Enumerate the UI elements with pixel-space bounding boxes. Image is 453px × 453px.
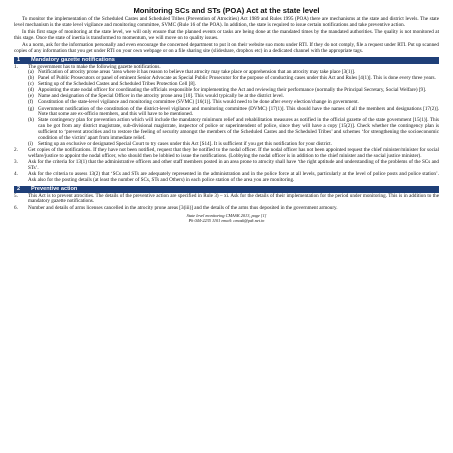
- sub-text: Appointing the state nodal officer for coordinating the officials responsible for implementing the Act and reviewing their performance (normally the Principal Secretary, Social Welfare) [9].: [38, 87, 427, 94]
- item-number: 5.: [14, 192, 18, 199]
- item-text: Get copies of the notifications. If they have not been notified, request that they be notified to the nodal officer. If the nodal officer has not been appointed request the chief minister/minister for social welfare/justice to appoint the nodal officer, who should then be lobbied to issue the notifications. (Lobbying the nodal officer is in addition to the chief minister and the social justice minister).: [28, 147, 439, 159]
- item-number: 1.: [14, 63, 18, 70]
- item-text: This Act is to prevent atrocities. The details of the preventive action are specified in Rule 3) – xi. Ask for the details of their implementation for the period under monitoring. This is in addition to the mandatory gazette notifications.: [28, 192, 439, 205]
- sub-label: (d): [28, 87, 34, 94]
- page-title: Monitoring SCs and STs (POA) Act at the state level: [133, 6, 320, 15]
- section-header: [14, 186, 439, 193]
- sub-label: (g): [28, 105, 34, 112]
- sub-label: (c): [28, 81, 34, 88]
- list-item: [14, 65, 439, 148]
- intro-paragraph: In this first stage of monitoring at the state level, we will only ensure that the planned events or tasks are being done at the mandated times by the mandated authorities. The quality is not monitored at this stage. Once the state of inertia is transformed to momentum, we will move on to quality issues.: [14, 29, 439, 41]
- sub-label: (a): [28, 69, 34, 76]
- sub-text: Setting up of the Scheduled Castes and Scheduled Tribes Protection Cell [8].: [38, 81, 196, 88]
- footer-line: State level monitoring CMASK 2013, page [1]: [186, 213, 267, 219]
- sub-label: (h): [28, 117, 34, 124]
- item-text: Ask for the criteria to assess 13(2) that ‘SCs and STs are adequately represented in the administration and in the police force at all levels, particularly at the level of police posts and police station’. Ask also for the posting details (at least the number of SCs, STs and Others) in each police station of the area you are monitoring.: [28, 171, 439, 183]
- sub-text: Constitution of the state-level vigilance and monitoring committee (SVMC) [16(1)]. This would need to be done after every election/change in government.: [38, 99, 359, 106]
- item-number: 4.: [14, 171, 18, 178]
- sub-label: (b): [28, 75, 34, 82]
- footer-line: Ph 044-2235 1101 email: cmask@pdt.net.in: [188, 218, 265, 224]
- sub-text: Setting up an exclusive or designated Special Court to try cases under this Act [S14]. It is sufficient if you get this notification for your district.: [38, 140, 332, 147]
- sub-label: (f): [28, 99, 34, 106]
- sub-text: Government notification of the constitution of the district-level vigilance and monitoring committee (DVMC) [17(1)]. This should have the names of all the members and designations [17(2)]. Note that some are ex-officio members, and this will have to be mentioned.: [38, 105, 439, 118]
- section-title: Mandatory gazette notifications: [31, 56, 115, 63]
- section-1-list: [14, 65, 439, 184]
- list-item: [14, 194, 439, 206]
- item-text: Number and details of arms licenses cancelled in the atrocity prone areas [3(iii)] and the details of the arms thus deposited in the government armoury.: [28, 204, 338, 211]
- list-item: [14, 206, 439, 212]
- section-number: 1: [17, 56, 21, 63]
- item-number: 3.: [14, 159, 18, 166]
- item-number: 6.: [14, 204, 18, 211]
- list-item: [14, 160, 439, 172]
- intro-paragraph: To monitor the implementation of the Scheduled Castes and Scheduled Tribes (Prevention of Atrocities) Act 1989 and Rules 1995 (POA) there are mechanisms at the state and district levels. The state level mechanism is the state level vigilance and monitoring committee, SVMC (Rule 16 of the POA). In addition, the state is required to issue certain notifications and take preventive action.: [14, 16, 439, 28]
- item-text: The government has to make the following gazette notifications.: [28, 63, 161, 70]
- sub-text: State contingency plan for prevention action which will include the mandatory minimum relief and rehabilitation measures as notified in the official gazette of the state government [15(1)]. This can be got from any district magistrate, sub-divisional magistrate, inspector of police or superintendent of police, since they will have a copy [15(2)]. Check whether the contingency plan is sufficient to ‘prevent atrocities and to restore the feeling of security amongst the members of the Scheduled Castes and the Scheduled Tribes’ and schemes ‘for strengthening the socioeconomic condition of the victim’ apart from immediate relief.: [38, 117, 439, 141]
- sub-text: Name and designation of the Special Officer in the atrocity prone area [10]. This would typically be at the district level.: [38, 93, 284, 100]
- sub-label: (i): [28, 140, 33, 147]
- section-2-list: [14, 194, 439, 212]
- item-text: Ask for the criteria for 13(1) that the administrative officers and other staff members posted in an area prone to atrocity shall have ‘the right aptitude and understanding of the problems of the SCs and STs’.: [28, 159, 439, 171]
- list-item: [14, 148, 439, 160]
- page-footer: [14, 213, 439, 223]
- section-header: [14, 57, 439, 64]
- sub-text: Panel of Public Prosecutors or panel of eminent Senior Advocate as Special Public Prosecutor for the purpose of conducting cases under this Act and Rules [4(1)]. This is done every three years.: [38, 75, 436, 82]
- sub-label: (e): [28, 93, 34, 100]
- sub-item: [28, 118, 439, 141]
- sub-text: Notification of atrocity prone areas ‘area where it has reason to believe that atrocity may take place or apprehension that an atrocity may take place [3(1)].: [38, 69, 356, 76]
- intro-paragraph: As a norm, ask for the information personally and even encourage the concerned department to put it on their website suo motu under RTI. If they do not comply, file a request under RTI. Put up scanned copies of any information that you get under RTI on your own webpage or on a file sharing site (slideshare, dropbox etc) in a dedicated channel with the appropriate tags.: [14, 42, 439, 54]
- list-item: [14, 172, 439, 184]
- section-title: Preventive action: [31, 185, 78, 192]
- item-number: 2.: [14, 147, 18, 154]
- intro: [14, 17, 439, 55]
- section-number: 2: [17, 185, 21, 192]
